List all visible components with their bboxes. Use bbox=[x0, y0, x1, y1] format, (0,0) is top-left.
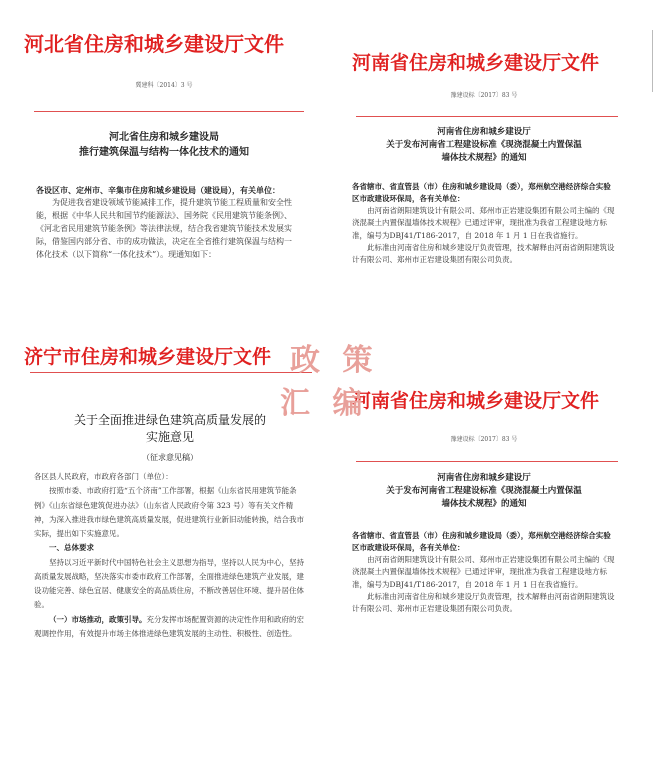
doc3-paragraph-1: 坚持以习近平新时代中国特色社会主义思想为指导，坚持以人民为中心，坚持高质量发展战略，坚决落实市委市政府工作部署，全面推进绿色建筑产业发展，建设功能完善、绿色宜居、健康安全的高品质住房，不断改善居住环境、提升居住体验。 bbox=[34, 557, 304, 610]
doc3-title bbox=[22, 412, 318, 447]
doc4-red-rule bbox=[356, 461, 618, 462]
doc3-body bbox=[34, 470, 304, 641]
doc2-paragraph-2: 此标准由河南省住房和城乡建设厅负责管理，技术解释由河南省朗阳建筑设计有限公司、郑州市正岩建设集团有限公司负责。 bbox=[352, 242, 615, 264]
doc4-title bbox=[338, 472, 630, 510]
doc3-title-line1: 关于全面推进绿色建筑高质量发展的 bbox=[73, 413, 266, 427]
doc1-recipients: 各设区市、定州市、辛集市住房和城乡建设局（建设局），有关单位： bbox=[36, 185, 280, 195]
doc1-body bbox=[36, 184, 298, 262]
doc2-recipients: 各省辖市、省直管县（市）住房和城乡建设局（委），郑州航空港经济综合实验区市政建设环保局，各有关单位： bbox=[352, 182, 611, 204]
watermark-line1: 政 策 bbox=[290, 343, 379, 378]
doc2-title-line1: 河南省住房和城乡建设厅 bbox=[437, 127, 531, 137]
doc4-paragraph-2: 此标准由河南省住房和城乡建设厅负责管理，技术解释由河南省朗阳建筑设计有限公司、郑州市正岩建设集团有限公司负责。 bbox=[352, 591, 615, 613]
doc3-intro: 按照市委、市政府打造“五个济南”工作部署，根据《山东省民用建筑节能条例》《山东省绿色建筑促进办法》（山东省人民政府令第 323 号）等有关文件精神，为深入推进我市绿色建筑高质量发展，促进建筑行业新旧动能转换，结合我市实际，提出如下实施意见。 bbox=[34, 486, 304, 538]
doc3-title-line2: 实施意见 bbox=[145, 430, 194, 445]
doc4-paragraph-1: 由河南省朗阳建筑设计有限公司、郑州市正岩建设集团有限公司主编的《现浇混凝土内置保温墙体技术规程》已通过评审，现批准为我省工程建设地方标准，编号为DBJ41/T186-2017，自 2018 年 1 月 1 日在我省施行。 bbox=[352, 555, 615, 589]
doc1-header: 河北省住房和城乡建设厅文件 bbox=[24, 32, 284, 56]
doc1-number: 冀建科〔2014〕3 号 bbox=[135, 82, 193, 89]
doc1-paragraph: 为促进我省建设领域节能减排工作，提升建筑节能工程质量和安全性能，根据《中华人民共和国节约能源法》、国务院《民用建筑节能条例》、《河北省民用建筑节能条例》等法律法规，结合我省建筑节能技术发展实际，借鉴国内部分省、市的成功做法，决定在全省推行建筑保温与结构一体化技术（以下简称“一体化技术”）。现通知如下： bbox=[36, 197, 292, 259]
document-hebei bbox=[14, 18, 314, 348]
doc1-title bbox=[14, 130, 314, 160]
doc4-title-line2: 关于发布河南省工程建设标准《现浇混凝土内置保温 bbox=[386, 485, 582, 496]
doc1-red-rule bbox=[34, 111, 304, 112]
doc2-red-rule bbox=[356, 116, 618, 117]
doc2-title-line2: 关于发布河南省工程建设标准《现浇混凝土内置保温 bbox=[386, 139, 582, 150]
doc2-header: 河南省住房和城乡建设厅文件 bbox=[352, 52, 600, 74]
doc2-title bbox=[338, 126, 630, 164]
doc3-header: 济宁市住房和城乡建设厅文件 bbox=[24, 346, 272, 368]
doc3-red-rule bbox=[30, 372, 312, 373]
doc3-paragraph-2: 充分发挥市场配置资源的决定性作用和政府的宏观调控作用，有效提升市场主体推进绿色建筑发展的主动性、积极性、创造性。 bbox=[34, 614, 304, 638]
document-jining bbox=[22, 340, 318, 740]
doc3-section-heading: 一、总体要求 bbox=[49, 543, 94, 553]
doc1-title-line2: 推行建筑保温与结构一体化技术的通知 bbox=[79, 147, 249, 158]
page-edge-line bbox=[652, 30, 653, 92]
document-henan-bottom bbox=[338, 376, 630, 696]
doc2-number: 豫建设标〔2017〕83 号 bbox=[450, 92, 518, 99]
doc1-title-line1: 河北省住房和城乡建设局 bbox=[109, 132, 219, 143]
doc3-paragraph-2-lead: （一）市场推动，政策引导。 bbox=[49, 614, 147, 624]
doc2-title-line3: 墙体技术规程》的通知 bbox=[441, 152, 527, 163]
doc4-recipients: 各省辖市、省直管县（市）住房和城乡建设局（委），郑州航空港经济综合实验区市政建设环保局，各有关单位： bbox=[352, 531, 611, 553]
doc4-body bbox=[352, 530, 616, 615]
watermark-line2: 汇 编 bbox=[280, 386, 369, 421]
doc4-title-line3: 墙体技术规程》的通知 bbox=[441, 498, 527, 509]
doc4-header: 河南省住房和城乡建设厅文件 bbox=[352, 390, 600, 412]
document-henan-top bbox=[338, 38, 630, 356]
doc3-recipients: 各区县人民政府，市政府各部门（单位）： bbox=[34, 472, 173, 481]
doc2-paragraph-1: 由河南省朗阳建筑设计有限公司、郑州市正岩建设集团有限公司主编的《现浇混凝土内置保温墙体技术规程》已通过评审，现批准为我省工程建设地方标准，编号为DBJ41/T186-2017，自 2018 年 1 月 1 日在我省施行。 bbox=[352, 206, 615, 240]
doc2-body bbox=[352, 181, 616, 266]
doc4-title-line1: 河南省住房和城乡建设厅 bbox=[437, 473, 531, 483]
doc3-subtitle: （征求意见稿） bbox=[142, 453, 198, 462]
doc4-number: 豫建设标〔2017〕83 号 bbox=[450, 436, 518, 443]
